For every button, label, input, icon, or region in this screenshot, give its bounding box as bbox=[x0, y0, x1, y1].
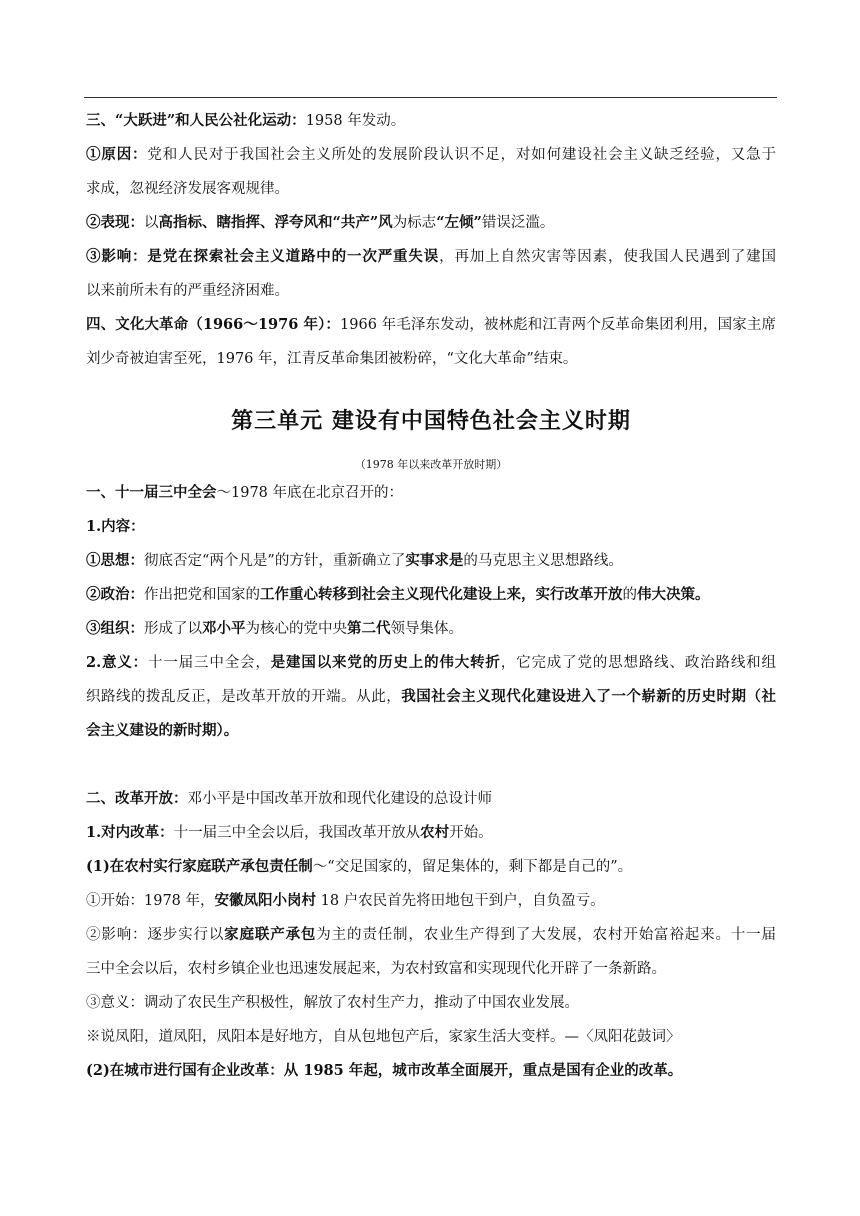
u2-rural-impact-line1: ②影响：逐步实行以家庭联产承包为主的责任制，农业生产得到了大发展，农村开始富裕起来。十一届 bbox=[86, 926, 776, 943]
unit-subtitle: （1978 年以来改革开放时期） bbox=[354, 458, 508, 471]
section-3-heading: 三、“大跃进”和人民公社化运动：1958 年发动。 bbox=[86, 112, 406, 129]
u2-rural-meaning: ③意义：调动了农民生产积极性，解放了农村生产力，推动了中国农业发展。 bbox=[86, 995, 579, 1011]
u1-heading: 一、十一届三中全会～1978 年底在北京召开的： bbox=[86, 484, 404, 501]
u1-politics: ②政治：作出把党和国家的工作重心转移到社会主义现代化建设上来，实行改革开放的伟大决策。 bbox=[86, 586, 710, 603]
section-4-line1: 四、文化大革命（1966～1976 年）：1966 年毛泽东发动，被林彪和江青两个反革命集团利用，国家主席 bbox=[86, 316, 776, 333]
u2-rural-start: ①开始：1978 年，安徽凤阳小岗村 18 户农民首先将田地包干到户，自负盈亏。 bbox=[86, 892, 605, 909]
u1-organization: ③组织：形成了以邓小平为核心的党中央第二代领导集体。 bbox=[86, 620, 463, 637]
u2-internal-reform: 1.对内改革：十一届三中全会以后，我国改革开放从农村开始。 bbox=[86, 824, 493, 841]
s3-cause-line1: ①原因：党和人民对于我国社会主义所处的发展阶段认识不足，对如何建设社会主义缺乏经验，又急于 bbox=[86, 146, 776, 163]
s3-cause-line2: 求成，忽视经济发展客观规律。 bbox=[86, 181, 289, 197]
u1-significance-line2: 织路线的拨乱反正，是改革开放的开端。从此，我国社会主义现代化建设进入了一个崭新的历史时期（社 bbox=[86, 688, 776, 705]
spacer bbox=[86, 748, 776, 782]
u2-urban-reform: (2)在城市进行国有企业改革：从 1985 年起，城市改革全面展开，重点是国有企业的改革。 bbox=[86, 1062, 683, 1079]
document-body bbox=[86, 104, 776, 1088]
header-rule bbox=[84, 97, 777, 98]
u2-heading: 二、改革开放：邓小平是中国改革开放和现代化建设的总设计师 bbox=[86, 790, 492, 807]
s3-impact-line2: 以来前所未有的严重经济困难。 bbox=[86, 283, 289, 299]
u1-significance-line1: 2.意义：十一届三中全会，是建国以来党的历史上的伟大转折，它完成了党的思想路线、政治路线和组 bbox=[86, 654, 776, 671]
u2-rural-heading: (1)在农村实行家庭联产承包责任制～“交足国家的，留足集体的，剩下都是自己的”。 bbox=[86, 858, 633, 875]
u2-rural-impact-line2: 三中全会以后，农村乡镇企业也迅速发展起来，为农村致富和实现现代化开辟了一条新路。 bbox=[86, 961, 666, 977]
s3-manifest: ②表现：以高指标、瞎指挥、浮夸风和“共产”风为标志“左倾”错误泛滥。 bbox=[86, 214, 555, 231]
unit-title: 第三单元 建设有中国特色社会主义时期 bbox=[231, 408, 631, 434]
u1-significance-line3: 会主义建设的新时期）。 bbox=[86, 722, 239, 739]
section-4-line2: 刘少奇被迫害至死，1976 年，江青反革命集团被粉碎，“文化大革命”结束。 bbox=[86, 351, 578, 367]
u1-content-label: 1.内容： bbox=[86, 518, 145, 535]
u1-thought: ①思想：彻底否定“两个凡是”的方针，重新确立了实事求是的马克思主义思想路线。 bbox=[86, 552, 623, 569]
u2-folk-song: ※说凤阳，道凤阳，凤阳本是好地方，自从包地包产后，家家生活大变样。—〈凤阳花鼓词〉 bbox=[86, 1029, 681, 1045]
s3-impact-line1: ③影响：是党在探索社会主义道路中的一次严重失误，再加上自然灾害等因素，使我国人民遇到了建国 bbox=[86, 248, 776, 265]
